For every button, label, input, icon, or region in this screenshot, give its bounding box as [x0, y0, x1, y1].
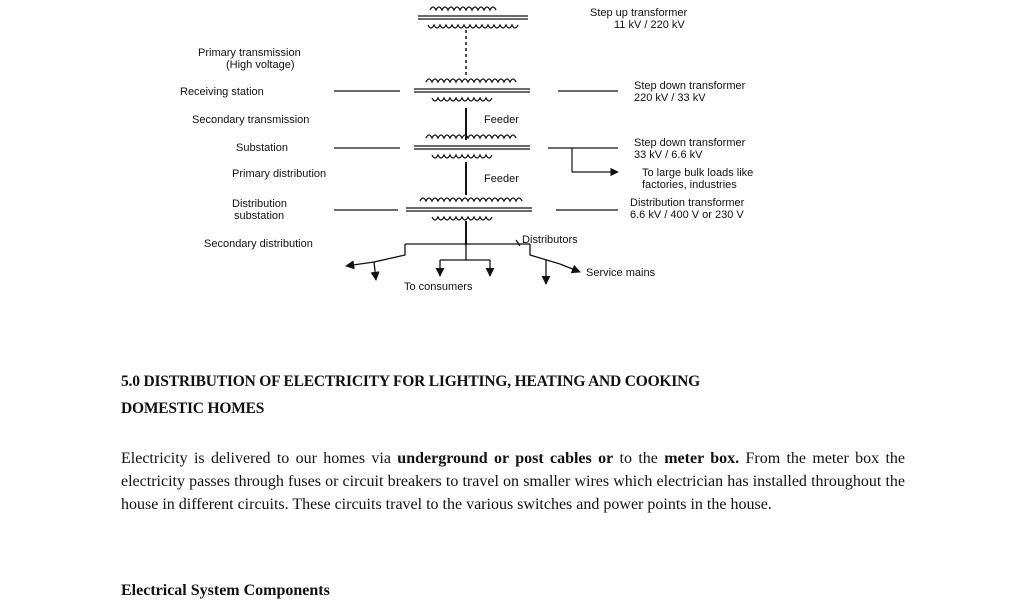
para-text-2: to the	[613, 450, 665, 467]
label-substation-2: substation	[234, 210, 285, 222]
label-secondary-distribution: Secondary distribution	[204, 238, 313, 250]
para-bold-cables: underground or post cables or	[397, 450, 614, 467]
label-feeder-1: Feeder	[484, 114, 519, 126]
label-secondary-transmission: Secondary transmission	[192, 114, 310, 126]
label-dist-transformer-title: Distribution transformer	[630, 197, 745, 209]
label-high-voltage: (High voltage)	[226, 59, 295, 71]
substation-transformer-icon	[414, 135, 530, 158]
label-feeder-2: Feeder	[484, 173, 519, 185]
section-heading-line-2: DOMESTIC HOMES	[121, 400, 265, 417]
label-bulk-loads-1: To large bulk loads like	[642, 167, 754, 179]
body-paragraph	[121, 447, 905, 516]
receiving-transformer-icon	[414, 79, 530, 101]
label-bulk-loads-2: factories, industries	[642, 179, 737, 191]
label-step-down-1-title: Step down transformer	[634, 80, 746, 92]
label-distribution: Distribution	[232, 198, 288, 210]
label-to-consumers: To consumers	[404, 281, 473, 293]
label-distributors: Distributors	[522, 234, 578, 246]
distribution-transformer-icon	[406, 198, 532, 220]
para-bold-meter-box: meter box.	[664, 450, 740, 467]
label-service-mains: Service mains	[586, 267, 656, 279]
para-text-1: Electricity is delivered to our homes via	[121, 450, 398, 467]
subheading-electrical-system-components: Electrical System Components	[121, 582, 330, 599]
label-receiving-station: Receiving station	[180, 86, 264, 98]
label-step-down-2-title: Step down transformer	[634, 137, 746, 149]
secondary-distribution-network	[346, 240, 580, 284]
step-up-transformer-icon	[418, 7, 528, 28]
label-substation: Substation	[236, 142, 288, 154]
leader-lines	[334, 91, 618, 210]
label-primary-transmission: Primary transmission	[198, 47, 301, 59]
label-primary-distribution: Primary distribution	[232, 168, 327, 180]
section-heading-line-1: 5.0 DISTRIBUTION OF ELECTRICITY FOR LIGHTING, HEATING AND COOKING	[121, 373, 700, 390]
section-heading	[121, 368, 881, 422]
label-step-down-2-rating: 33 kV / 6.6 kV	[634, 149, 703, 161]
para-text-3: From the meter box the electricity passes through fuses or circuit breakers to travel on smaller wires which electrician has installed throughout the house in different circuits. These circuits travel to the various switches and power points in the house.	[121, 450, 906, 513]
label-step-down-1-rating: 220 kV / 33 kV	[634, 92, 706, 104]
label-dist-transformer-rating: 6.6 kV / 400 V or 230 V	[630, 209, 744, 221]
label-step-up-rating: 11 kV / 220 kV	[614, 19, 685, 31]
label-step-up-title: Step up transformer	[590, 7, 688, 19]
